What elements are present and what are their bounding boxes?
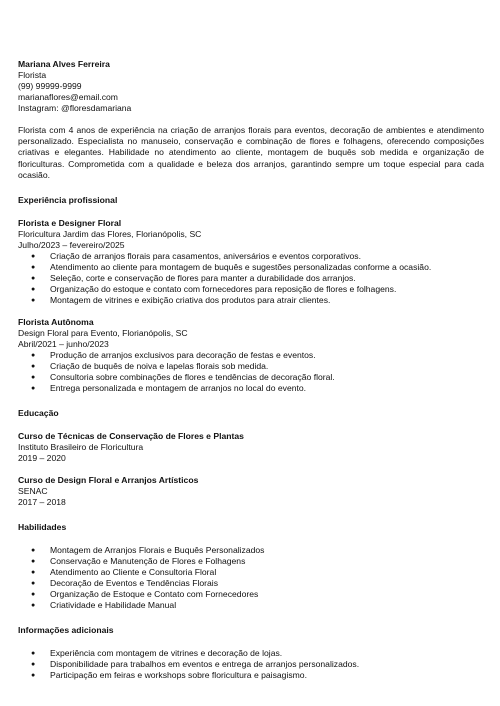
job-role: Florista e Designer Floral [18,218,122,229]
list-item: ● Produção de arranjos exclusivos para decoração de festas e eventos. [18,350,484,361]
list-item: ● Criação de arranjos florais para casamentos, aniversários e eventos corporativos. [18,251,484,262]
phone-number: (99) 99999-9999 [18,81,82,91]
additional-info-section-title: Informações adicionais [18,625,114,636]
course-name: Curso de Design Floral e Arranjos Artísticos [18,475,199,486]
list-item: ● Decoração de Eventos e Tendências Florais [18,578,484,589]
list-item: ● Conservação e Manutenção de Flores e Folhagens [18,556,484,567]
skills-list [18,545,484,611]
list-item: ● Criação de buquês de noiva e lapelas florais sob medida. [18,361,484,372]
list-item: ● Entrega personalizada e montagem de arranjos no local do evento. [18,383,484,394]
job-period: Abril/2021 – junho/2023 [18,339,109,350]
education-section-title: Educação [18,408,59,419]
candidate-name: Mariana Alves Ferreira [18,59,110,69]
list-item: ● Consultoria sobre combinações de flores e tendências de decoração floral. [18,372,484,383]
job-company: Design Floral para Evento, Florianópolis, SC [18,328,188,339]
list-item: ● Montagem de vitrines e exibição criativa dos produtos para atrair clientes. [18,295,484,306]
course-period: 2017 – 2018 [18,497,66,508]
list-item: ● Organização de Estoque e Contato com Fornecedores [18,589,484,600]
list-item: ● Atendimento ao cliente para montagem de buquês e sugestões personalizadas conforme a ocasião. [18,262,484,273]
education-entry [18,475,484,508]
course-institution: SENAC [18,486,48,497]
job-role: Florista Autônoma [18,317,94,328]
job-responsibilities [18,350,484,394]
job-company: Floricultura Jardim das Flores, Florianópolis, SC [18,229,202,240]
additional-info-list [18,648,484,681]
course-name: Curso de Técnicas de Conservação de Flores e Plantas [18,431,244,442]
list-item: ● Seleção, corte e conservação de flores para manter a durabilidade dos arranjos. [18,273,484,284]
list-item: ● Atendimento ao Cliente e Consultoria Floral [18,567,484,578]
instagram-handle: Instagram: @floresdamariana [18,103,132,113]
list-item: ● Montagem de Arranjos Florais e Buquês Personalizados [18,545,484,556]
list-item: ● Experiência com montagem de vitrines e decoração de lojas. [18,648,484,659]
list-item: ● Participação em feiras e workshops sobre floricultura e paisagismo. [18,670,484,681]
list-item: ● Disponibilidade para trabalhos em eventos e entrega de arranjos personalizados. [18,659,484,670]
job-responsibilities [18,251,484,306]
education-entry [18,431,484,464]
list-item: ● Organização do estoque e contato com fornecedores para reposição de flores e folhagens. [18,284,484,295]
resume-page [18,59,484,681]
skills-section-title: Habilidades [18,522,67,533]
contact-header [18,59,484,114]
course-period: 2019 – 2020 [18,453,66,464]
job-entry [18,317,484,394]
candidate-role: Florista [18,70,47,80]
experience-section-title: Experiência profissional [18,195,118,206]
list-item: ● Criatividade e Habilidade Manual [18,600,484,611]
job-entry [18,218,484,306]
job-period: Julho/2023 – fevereiro/2025 [18,240,125,251]
email-address: marianaflores@email.com [18,92,118,102]
course-institution: Instituto Brasileiro de Floricultura [18,442,144,453]
professional-summary: Florista com 4 anos de experiência na criação de arranjos florais para eventos, decoração de ambientes e atendimento personalizado. Especialista no manuseio, conservação e combinação de flores e folhagens, oferecendo composições criativas e elegantes. Habilidade no atendimento ao cliente, montagem de buquês sob medida e organização de floriculturas. Comprometida com a qualidade e beleza dos arranjos, garantindo sempre um toque especial para cada ocasião. [18,125,484,180]
